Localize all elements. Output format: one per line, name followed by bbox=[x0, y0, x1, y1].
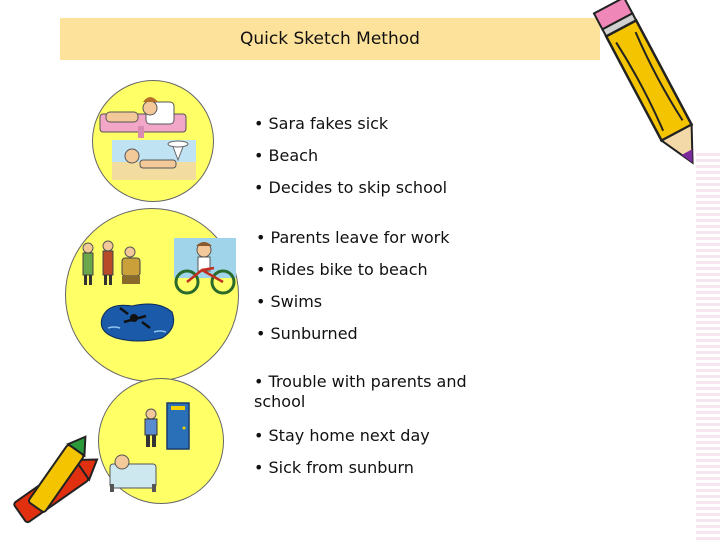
girl-in-bed-icon bbox=[98, 84, 188, 140]
bullet-item: • Sara fakes sick bbox=[254, 114, 389, 133]
decorative-stripe bbox=[696, 150, 720, 540]
beach-icon bbox=[112, 140, 196, 180]
bullet-item: • Decides to skip school bbox=[254, 178, 448, 197]
bullet-item: • Parents leave for work bbox=[256, 228, 450, 247]
bullet-item: • Rides bike to beach bbox=[256, 260, 428, 279]
bullet-item: • Stay home next day bbox=[254, 426, 430, 445]
bullet-item: • Sunburned bbox=[256, 324, 358, 343]
bullet-item: • Beach bbox=[254, 146, 319, 165]
bullet-item: • Swims bbox=[256, 292, 323, 311]
sick-in-bed-icon bbox=[108, 446, 158, 494]
pencil-icon bbox=[598, 0, 710, 176]
bike-rider-icon bbox=[174, 238, 236, 296]
title-bar bbox=[60, 18, 600, 60]
bullet-item: • Trouble with parents and school bbox=[254, 372, 467, 411]
crayon-icon bbox=[0, 430, 112, 536]
swimmer-icon bbox=[98, 298, 178, 344]
family-icon bbox=[78, 240, 148, 288]
door-icon bbox=[166, 402, 190, 450]
slide-title: Quick Sketch Method bbox=[240, 29, 420, 49]
bullet-item: • Sick from sunburn bbox=[254, 458, 414, 477]
scolded-person-icon bbox=[140, 408, 162, 448]
